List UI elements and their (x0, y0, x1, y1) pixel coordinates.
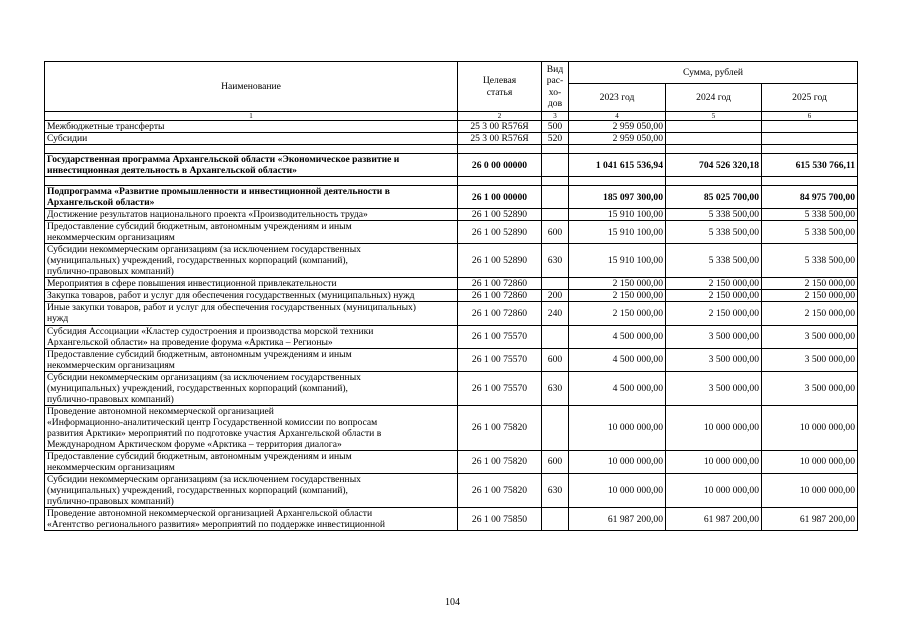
row-vid-cell: 630 (542, 473, 569, 507)
row-name-cell: Межбюджетные трансферты (45, 121, 458, 133)
spacer-row (45, 145, 858, 154)
header-vid: Вид рас- хо- дов (542, 62, 569, 112)
spacer-cell (762, 177, 858, 186)
row-name-cell: Иные закупки товаров, работ и услуг для обеспечения государственных (муниципальных) нужд (45, 302, 458, 325)
header-year-2025: 2025 год (762, 84, 858, 112)
row-name-cell: Достижение результатов национального проекта «Производительность труда» (45, 209, 458, 221)
row-2024-cell: 704 526 320,18 (666, 154, 762, 177)
row-2025-cell (762, 121, 858, 133)
row-code-cell: 26 1 00 52890 (458, 221, 542, 244)
row-name-cell: Предоставление субсидий бюджетным, автономным учреждениям и иным некоммерческим организациям (45, 348, 458, 371)
row-2024-cell: 2 150 000,00 (666, 302, 762, 325)
spacer-cell (569, 177, 666, 186)
row-code-cell: 26 1 00 75820 (458, 450, 542, 473)
row-vid-cell (542, 186, 569, 209)
row-2023-cell: 15 910 100,00 (569, 221, 666, 244)
table-row (45, 121, 858, 133)
row-name-cell: Проведение автономной некоммерческой организацией «Информационно-аналитический центр Государственной комиссии по вопросам развития Арктики» мероприятий по подготовке участия Архангельской области в Международном Арктическом форуме «Арктика – территория диалога» (45, 405, 458, 450)
row-code-cell: 26 1 00 75850 (458, 508, 542, 531)
row-name-cell: Субсидии некоммерческим организациям (за исключением государственных (муниципальных) учреждений, государственных корпораций (компаний), публично-правовых компаний) (45, 473, 458, 507)
column-number: 3 (542, 112, 569, 121)
row-2025-cell: 10 000 000,00 (762, 405, 858, 450)
row-code-cell: 26 1 00 52890 (458, 209, 542, 221)
row-vid-cell: 500 (542, 121, 569, 133)
row-2023-cell: 4 500 000,00 (569, 325, 666, 348)
row-2024-cell: 5 338 500,00 (666, 209, 762, 221)
row-vid-cell (542, 154, 569, 177)
row-2023-cell: 61 987 200,00 (569, 508, 666, 531)
row-2023-cell: 10 000 000,00 (569, 405, 666, 450)
row-2023-cell: 10 000 000,00 (569, 450, 666, 473)
table-row (45, 133, 858, 145)
row-2025-cell: 2 150 000,00 (762, 278, 858, 290)
row-2025-cell: 3 500 000,00 (762, 325, 858, 348)
row-name-cell: Мероприятия в сфере повышения инвестиционной привлекательности (45, 278, 458, 290)
column-number: 2 (458, 112, 542, 121)
row-name-cell: Субсидии некоммерческим организациям (за исключением государственных (муниципальных) учреждений, государственных корпораций (компаний), публично-правовых компаний) (45, 371, 458, 405)
row-2025-cell: 5 338 500,00 (762, 209, 858, 221)
row-2025-cell: 84 975 700,00 (762, 186, 858, 209)
header-sum: Сумма, рублей (569, 62, 858, 84)
row-2024-cell: 3 500 000,00 (666, 348, 762, 371)
row-2025-cell: 10 000 000,00 (762, 473, 858, 507)
table-row (45, 371, 858, 405)
spacer-cell (45, 177, 458, 186)
table-row (45, 325, 858, 348)
row-code-cell: 26 1 00 75570 (458, 348, 542, 371)
header-year-2023: 2023 год (569, 84, 666, 112)
table-row (45, 450, 858, 473)
row-2023-cell: 2 150 000,00 (569, 278, 666, 290)
row-code-cell: 26 1 00 75570 (458, 371, 542, 405)
row-2023-cell: 4 500 000,00 (569, 348, 666, 371)
row-code-cell: 26 1 00 00000 (458, 186, 542, 209)
spacer-cell (762, 145, 858, 154)
row-vid-cell: 520 (542, 133, 569, 145)
row-2025-cell: 2 150 000,00 (762, 302, 858, 325)
row-2024-cell (666, 133, 762, 145)
row-code-cell: 26 1 00 75570 (458, 325, 542, 348)
table-row (45, 290, 858, 302)
row-code-cell: 26 1 00 75820 (458, 473, 542, 507)
row-2025-cell: 5 338 500,00 (762, 221, 858, 244)
row-2024-cell (666, 121, 762, 133)
row-2025-cell: 3 500 000,00 (762, 371, 858, 405)
table-row (45, 154, 858, 177)
row-2024-cell: 10 000 000,00 (666, 473, 762, 507)
row-code-cell: 25 3 00 R576Я (458, 133, 542, 145)
spacer-cell (45, 145, 458, 154)
table-row (45, 244, 858, 278)
row-2025-cell: 3 500 000,00 (762, 348, 858, 371)
row-2023-cell: 1 041 615 536,94 (569, 154, 666, 177)
row-code-cell: 26 1 00 75820 (458, 405, 542, 450)
row-vid-cell (542, 405, 569, 450)
row-2025-cell: 10 000 000,00 (762, 450, 858, 473)
row-2023-cell: 4 500 000,00 (569, 371, 666, 405)
table-row (45, 209, 858, 221)
table-row (45, 473, 858, 507)
row-vid-cell: 630 (542, 371, 569, 405)
row-2024-cell: 3 500 000,00 (666, 325, 762, 348)
row-2024-cell: 2 150 000,00 (666, 278, 762, 290)
row-name-cell: Субсидии (45, 133, 458, 145)
column-number-row (45, 112, 858, 121)
row-2025-cell (762, 133, 858, 145)
row-2025-cell: 5 338 500,00 (762, 244, 858, 278)
row-vid-cell (542, 325, 569, 348)
spacer-cell (458, 145, 542, 154)
header-code (458, 62, 542, 112)
row-2024-cell: 2 150 000,00 (666, 290, 762, 302)
row-2023-cell: 185 097 300,00 (569, 186, 666, 209)
table-row (45, 405, 858, 450)
row-code-cell: 26 1 00 72860 (458, 278, 542, 290)
header-year-2024: 2024 год (666, 84, 762, 112)
column-number: 5 (666, 112, 762, 121)
spacer-cell (458, 177, 542, 186)
page-number: 104 (445, 597, 460, 608)
row-2025-cell: 615 530 766,11 (762, 154, 858, 177)
spacer-cell (666, 145, 762, 154)
row-vid-cell: 200 (542, 290, 569, 302)
row-code-cell: 26 1 00 52890 (458, 244, 542, 278)
row-2024-cell: 10 000 000,00 (666, 405, 762, 450)
row-code-cell: 26 1 00 72860 (458, 302, 542, 325)
table-row (45, 508, 858, 531)
row-name-cell: Субсидии некоммерческим организациям (за исключением государственных (муниципальных) учреждений, государственных корпораций (компаний), публично-правовых компаний) (45, 244, 458, 278)
row-2023-cell: 15 910 100,00 (569, 244, 666, 278)
row-name-cell: Подпрограмма «Развитие промышленности и инвестиционной деятельности в Архангельской области» (45, 186, 458, 209)
header-name: Наименование (45, 62, 458, 112)
spacer-cell (542, 145, 569, 154)
row-2023-cell: 2 150 000,00 (569, 290, 666, 302)
row-vid-cell: 630 (542, 244, 569, 278)
row-name-cell: Государственная программа Архангельской области «Экономическое развитие и инвестиционная деятельность в Архангельской области» (45, 154, 458, 177)
table-row (45, 221, 858, 244)
spacer-cell (569, 145, 666, 154)
row-2023-cell: 2 959 050,00 (569, 133, 666, 145)
row-2023-cell: 2 150 000,00 (569, 302, 666, 325)
header-code-text: Целевая статья (482, 75, 517, 98)
column-number: 4 (569, 112, 666, 121)
table-row (45, 186, 858, 209)
row-vid-cell (542, 209, 569, 221)
row-2025-cell: 2 150 000,00 (762, 290, 858, 302)
row-2025-cell: 61 987 200,00 (762, 508, 858, 531)
row-vid-cell (542, 508, 569, 531)
row-vid-cell: 600 (542, 221, 569, 244)
row-name-cell: Закупка товаров, работ и услуг для обеспечения государственных (муниципальных) нужд (45, 290, 458, 302)
table-row (45, 278, 858, 290)
header-row (45, 62, 858, 84)
row-name-cell: Предоставление субсидий бюджетным, автономным учреждениям и иным некоммерческим организациям (45, 450, 458, 473)
row-name-cell: Субсидия Ассоциации «Кластер судостроения и производства морской техники Архангельской области» на проведение форума «Арктика – Регионы» (45, 325, 458, 348)
row-2023-cell: 2 959 050,00 (569, 121, 666, 133)
row-vid-cell: 600 (542, 450, 569, 473)
row-name-cell: Проведение автономной некоммерческой организацией Архангельской области «Агентство регионального развития» мероприятий по поддержке инвестиционной (45, 508, 458, 531)
row-2023-cell: 10 000 000,00 (569, 473, 666, 507)
row-name-cell: Предоставление субсидий бюджетным, автономным учреждениям и иным некоммерческим организациям (45, 221, 458, 244)
column-number: 1 (45, 112, 458, 121)
row-2024-cell: 61 987 200,00 (666, 508, 762, 531)
row-vid-cell: 600 (542, 348, 569, 371)
row-2024-cell: 5 338 500,00 (666, 244, 762, 278)
spacer-cell (666, 177, 762, 186)
row-code-cell: 26 0 00 00000 (458, 154, 542, 177)
budget-table (44, 61, 858, 531)
row-2024-cell: 5 338 500,00 (666, 221, 762, 244)
row-2024-cell: 85 025 700,00 (666, 186, 762, 209)
table-row (45, 302, 858, 325)
table-row (45, 348, 858, 371)
row-2024-cell: 3 500 000,00 (666, 371, 762, 405)
spacer-cell (542, 177, 569, 186)
row-vid-cell (542, 278, 569, 290)
row-code-cell: 26 1 00 72860 (458, 290, 542, 302)
row-2024-cell: 10 000 000,00 (666, 450, 762, 473)
spacer-row (45, 177, 858, 186)
column-number: 6 (762, 112, 858, 121)
row-code-cell: 25 3 00 R576Я (458, 121, 542, 133)
budget-table-body (45, 62, 858, 531)
row-2023-cell: 15 910 100,00 (569, 209, 666, 221)
row-vid-cell: 240 (542, 302, 569, 325)
